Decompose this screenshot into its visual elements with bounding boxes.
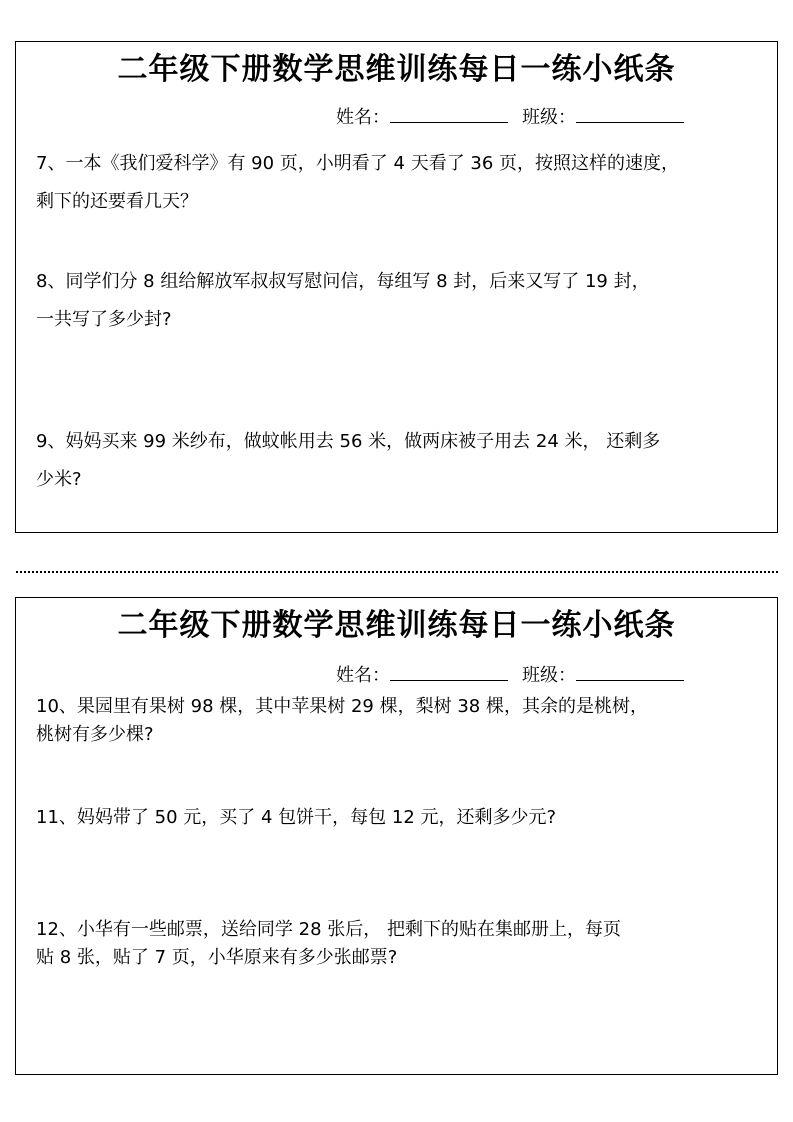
problem-line: 8、同学们分 8 组给解放军叔叔写慰问信，每组写 8 封，后来又写了 19 封，	[36, 271, 650, 292]
class-blank[interactable]	[576, 662, 684, 681]
problem-line: 11、妈妈带了 50 元，买了 4 包饼干，每包 12 元，还剩多少元?	[36, 807, 557, 828]
worksheet-slip-1	[15, 41, 778, 533]
problem-7	[36, 145, 767, 221]
name-label: 姓名：	[336, 665, 390, 686]
problem-line: 12、小华有一些邮票，送给同学 28 张后， 把剩下的贴在集邮册上，每页	[36, 919, 621, 940]
problem-9	[36, 423, 767, 499]
slip-title: 二年级下册数学思维训练每日一练小纸条	[117, 52, 676, 87]
problem-line: 10、果园里有果树 98 棵，其中苹果树 29 棵，梨树 38 棵，其余的是桃树，	[36, 696, 648, 717]
problem-line: 7、一本《我们爱科学》有 90 页，小明看了 4 天看了 36 页，按照这样的速度，	[36, 153, 680, 174]
problem-8	[36, 263, 767, 339]
problem-10	[36, 693, 767, 749]
problem-line: 一共写了多少封?	[36, 309, 172, 330]
name-class-row	[336, 104, 684, 130]
slip-title: 二年级下册数学思维训练每日一练小纸条	[117, 608, 676, 643]
name-blank[interactable]	[390, 104, 508, 123]
problem-line: 9、妈妈买来 99 米纱布，做蚊帐用去 56 米，做两床被子用去 24 米， 还剩多	[36, 431, 661, 452]
problem-line: 贴 8 张，贴了 7 页，小华原来有多少张邮票?	[36, 947, 398, 968]
class-label: 班级：	[522, 665, 576, 686]
name-blank[interactable]	[390, 662, 508, 681]
class-label: 班级：	[522, 107, 576, 128]
problem-line: 桃树有多少棵?	[36, 724, 154, 745]
problem-12	[36, 916, 767, 972]
problem-line: 剩下的还要看几天？	[36, 191, 198, 212]
name-label: 姓名：	[336, 107, 390, 128]
name-class-row	[336, 662, 684, 688]
cut-line-divider	[16, 571, 778, 573]
problem-line: 少米?	[36, 469, 82, 490]
class-blank[interactable]	[576, 104, 684, 123]
problem-11	[36, 804, 767, 832]
worksheet-slip-2	[15, 597, 778, 1075]
